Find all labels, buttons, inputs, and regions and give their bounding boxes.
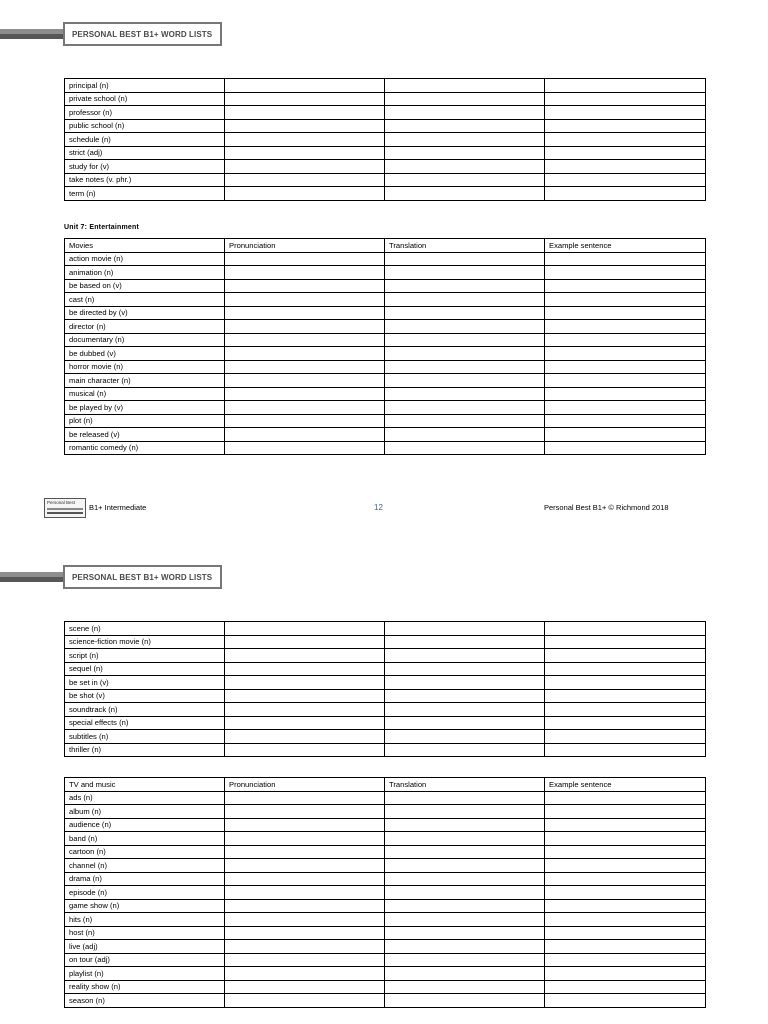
pronunciation-cell [225, 791, 385, 805]
translation-cell [385, 953, 545, 967]
translation-cell [385, 980, 545, 994]
translation-cell [385, 994, 545, 1008]
table-row [65, 689, 706, 703]
pronunciation-cell [225, 994, 385, 1008]
table-row [65, 818, 706, 832]
table-row [65, 293, 706, 307]
translation-cell [385, 967, 545, 981]
word-cell: game show (n) [65, 899, 225, 913]
table-row [65, 635, 706, 649]
example-cell [545, 845, 706, 859]
translation-cell [385, 374, 545, 388]
word-cell: strict (adj) [65, 146, 225, 160]
example-cell [545, 146, 706, 160]
word-cell: thriller (n) [65, 743, 225, 757]
translation-cell [385, 133, 545, 147]
translation-cell [385, 818, 545, 832]
word-cell: public school (n) [65, 119, 225, 133]
translation-cell [385, 160, 545, 174]
word-cell: private school (n) [65, 92, 225, 106]
example-cell [545, 832, 706, 846]
translation-cell [385, 266, 545, 280]
table-row [65, 940, 706, 954]
translation-cell [385, 845, 545, 859]
table-row [65, 953, 706, 967]
example-cell [545, 320, 706, 334]
word-cell: principal (n) [65, 79, 225, 93]
table-row [65, 622, 706, 636]
example-cell [545, 818, 706, 832]
pronunciation-cell [225, 320, 385, 334]
pronunciation-cell [225, 360, 385, 374]
table-row [65, 703, 706, 717]
course-level: B1+ Intermediate [89, 503, 147, 512]
page-header [0, 22, 222, 46]
pronunciation-cell [225, 146, 385, 160]
table-row [65, 743, 706, 757]
table-row [65, 79, 706, 93]
word-cell: live (adj) [65, 940, 225, 954]
pronunciation-cell [225, 106, 385, 120]
translation-cell [385, 649, 545, 663]
example-cell [545, 187, 706, 201]
example-cell [545, 306, 706, 320]
word-cell: playlist (n) [65, 967, 225, 981]
word-cell: season (n) [65, 994, 225, 1008]
example-cell [545, 333, 706, 347]
pronunciation-cell [225, 886, 385, 900]
table-row [65, 173, 706, 187]
example-cell [545, 252, 706, 266]
translation-cell [385, 832, 545, 846]
example-cell [545, 730, 706, 744]
translation-cell [385, 414, 545, 428]
translation-cell [385, 676, 545, 690]
pronunciation-cell [225, 743, 385, 757]
translation-cell [385, 106, 545, 120]
pronunciation-cell [225, 940, 385, 954]
example-cell [545, 106, 706, 120]
example-cell [545, 676, 706, 690]
pronunciation-cell [225, 374, 385, 388]
pronunciation-cell [225, 730, 385, 744]
column-header-example: Example sentence [545, 778, 706, 792]
translation-cell [385, 401, 545, 415]
column-header-pronunciation: Pronunciation [225, 778, 385, 792]
word-cell: be dubbed (v) [65, 347, 225, 361]
pronunciation-cell [225, 662, 385, 676]
table-row [65, 872, 706, 886]
word-cell: documentary (n) [65, 333, 225, 347]
translation-cell [385, 899, 545, 913]
table-row [65, 401, 706, 415]
table-row [65, 387, 706, 401]
pronunciation-cell [225, 401, 385, 415]
example-cell [545, 791, 706, 805]
example-cell [545, 662, 706, 676]
example-cell [545, 980, 706, 994]
column-header-translation: Translation [385, 239, 545, 253]
table-row [65, 333, 706, 347]
table-row [65, 266, 706, 280]
pronunciation-cell [225, 347, 385, 361]
word-table-movies-continued [64, 621, 706, 757]
logo-text: Personal Best [47, 500, 76, 505]
word-cell: album (n) [65, 805, 225, 819]
word-cell: science-fiction movie (n) [65, 635, 225, 649]
pronunciation-cell [225, 967, 385, 981]
pronunciation-cell [225, 703, 385, 717]
example-cell [545, 940, 706, 954]
personal-best-logo [44, 498, 86, 518]
word-cell: animation (n) [65, 266, 225, 280]
word-cell: sequel (n) [65, 662, 225, 676]
word-cell: romantic comedy (n) [65, 441, 225, 455]
translation-cell [385, 92, 545, 106]
word-cell: plot (n) [65, 414, 225, 428]
translation-cell [385, 805, 545, 819]
translation-cell [385, 441, 545, 455]
pronunciation-cell [225, 92, 385, 106]
word-cell: horror movie (n) [65, 360, 225, 374]
translation-cell [385, 791, 545, 805]
translation-cell [385, 730, 545, 744]
table-row [65, 716, 706, 730]
unit-title-text: Unit 7: Entertainment [64, 224, 139, 231]
table-row [65, 92, 706, 106]
unit-title [64, 224, 139, 231]
example-cell [545, 414, 706, 428]
header-bar-dark [0, 577, 64, 582]
pronunciation-cell [225, 279, 385, 293]
table-row [65, 805, 706, 819]
translation-cell [385, 689, 545, 703]
word-cell: take notes (v. phr.) [65, 173, 225, 187]
example-cell [545, 266, 706, 280]
table-row [65, 662, 706, 676]
table-row [65, 730, 706, 744]
word-cell: be shot (v) [65, 689, 225, 703]
example-cell [545, 743, 706, 757]
example-cell [545, 953, 706, 967]
translation-cell [385, 146, 545, 160]
table-row [65, 146, 706, 160]
word-cell: on tour (adj) [65, 953, 225, 967]
pronunciation-cell [225, 953, 385, 967]
translation-cell [385, 347, 545, 361]
translation-cell [385, 360, 545, 374]
translation-cell [385, 187, 545, 201]
example-cell [545, 92, 706, 106]
example-cell [545, 913, 706, 927]
word-cell: drama (n) [65, 872, 225, 886]
word-cell: script (n) [65, 649, 225, 663]
table-row [65, 676, 706, 690]
pronunciation-cell [225, 441, 385, 455]
translation-cell [385, 716, 545, 730]
column-header-word: TV and music [65, 778, 225, 792]
word-cell: be played by (v) [65, 401, 225, 415]
pronunciation-cell [225, 926, 385, 940]
table-header-row [65, 778, 706, 792]
page-footer [44, 498, 684, 518]
pronunciation-cell [225, 252, 385, 266]
word-table-school [64, 78, 706, 201]
example-cell [545, 649, 706, 663]
table-row [65, 913, 706, 927]
word-table-movies [64, 238, 706, 455]
example-cell [545, 360, 706, 374]
logo-stripe-light [47, 508, 83, 510]
example-cell [545, 635, 706, 649]
column-header-translation: Translation [385, 778, 545, 792]
header-bar-dark [0, 34, 64, 39]
word-cell: episode (n) [65, 886, 225, 900]
example-cell [545, 173, 706, 187]
word-cell: ads (n) [65, 791, 225, 805]
word-cell: audience (n) [65, 818, 225, 832]
pronunciation-cell [225, 160, 385, 174]
word-cell: hits (n) [65, 913, 225, 927]
word-cell: cartoon (n) [65, 845, 225, 859]
translation-cell [385, 886, 545, 900]
table-row [65, 926, 706, 940]
word-cell: be directed by (v) [65, 306, 225, 320]
word-cell: action movie (n) [65, 252, 225, 266]
pronunciation-cell [225, 872, 385, 886]
table-row [65, 428, 706, 442]
word-cell: be based on (v) [65, 279, 225, 293]
pronunciation-cell [225, 859, 385, 873]
pronunciation-cell [225, 649, 385, 663]
example-cell [545, 716, 706, 730]
table-row [65, 859, 706, 873]
translation-cell [385, 387, 545, 401]
word-cell: term (n) [65, 187, 225, 201]
page-header [0, 565, 222, 589]
translation-cell [385, 703, 545, 717]
table-row [65, 886, 706, 900]
column-header-word: Movies [65, 239, 225, 253]
pronunciation-cell [225, 428, 385, 442]
header-title: PERSONAL BEST B1+ WORD LISTS [63, 22, 222, 46]
pronunciation-cell [225, 818, 385, 832]
example-cell [545, 994, 706, 1008]
pronunciation-cell [225, 133, 385, 147]
word-cell: band (n) [65, 832, 225, 846]
pronunciation-cell [225, 187, 385, 201]
pronunciation-cell [225, 387, 385, 401]
word-cell: be released (v) [65, 428, 225, 442]
example-cell [545, 428, 706, 442]
translation-cell [385, 279, 545, 293]
example-cell [545, 967, 706, 981]
word-cell: cast (n) [65, 293, 225, 307]
pronunciation-cell [225, 173, 385, 187]
example-cell [545, 401, 706, 415]
example-cell [545, 119, 706, 133]
table-row [65, 119, 706, 133]
example-cell [545, 387, 706, 401]
table-row [65, 374, 706, 388]
example-cell [545, 703, 706, 717]
table-row [65, 320, 706, 334]
copyright: Personal Best B1+ © Richmond 2018 [544, 503, 669, 512]
table-row [65, 845, 706, 859]
column-header-example: Example sentence [545, 239, 706, 253]
word-cell: be set in (v) [65, 676, 225, 690]
pronunciation-cell [225, 266, 385, 280]
table-row [65, 967, 706, 981]
pronunciation-cell [225, 306, 385, 320]
translation-cell [385, 635, 545, 649]
translation-cell [385, 872, 545, 886]
word-cell: schedule (n) [65, 133, 225, 147]
translation-cell [385, 859, 545, 873]
example-cell [545, 293, 706, 307]
pronunciation-cell [225, 676, 385, 690]
translation-cell [385, 913, 545, 927]
table-row [65, 187, 706, 201]
table-row [65, 649, 706, 663]
example-cell [545, 374, 706, 388]
table-row [65, 360, 706, 374]
pronunciation-cell [225, 845, 385, 859]
table-row [65, 414, 706, 428]
table-row [65, 791, 706, 805]
pronunciation-cell [225, 980, 385, 994]
pronunciation-cell [225, 689, 385, 703]
translation-cell [385, 173, 545, 187]
translation-cell [385, 662, 545, 676]
translation-cell [385, 743, 545, 757]
example-cell [545, 622, 706, 636]
word-cell: reality show (n) [65, 980, 225, 994]
example-cell [545, 279, 706, 293]
pronunciation-cell [225, 635, 385, 649]
translation-cell [385, 622, 545, 636]
table-row [65, 106, 706, 120]
example-cell [545, 133, 706, 147]
word-cell: special effects (n) [65, 716, 225, 730]
table-header-row [65, 239, 706, 253]
word-cell: professor (n) [65, 106, 225, 120]
example-cell [545, 160, 706, 174]
pronunciation-cell [225, 899, 385, 913]
header-title: PERSONAL BEST B1+ WORD LISTS [63, 565, 222, 589]
table-row [65, 279, 706, 293]
example-cell [545, 347, 706, 361]
translation-cell [385, 306, 545, 320]
example-cell [545, 689, 706, 703]
example-cell [545, 859, 706, 873]
logo-stripe-dark [47, 512, 83, 514]
translation-cell [385, 252, 545, 266]
example-cell [545, 926, 706, 940]
example-cell [545, 79, 706, 93]
pronunciation-cell [225, 832, 385, 846]
table-row [65, 994, 706, 1008]
table-row [65, 252, 706, 266]
table-row [65, 160, 706, 174]
translation-cell [385, 926, 545, 940]
word-cell: channel (n) [65, 859, 225, 873]
translation-cell [385, 428, 545, 442]
word-cell: main character (n) [65, 374, 225, 388]
table-row [65, 899, 706, 913]
word-cell: musical (n) [65, 387, 225, 401]
example-cell [545, 805, 706, 819]
pronunciation-cell [225, 414, 385, 428]
table-row [65, 133, 706, 147]
pronunciation-cell [225, 716, 385, 730]
table-row [65, 441, 706, 455]
example-cell [545, 886, 706, 900]
example-cell [545, 872, 706, 886]
pronunciation-cell [225, 119, 385, 133]
table-row [65, 306, 706, 320]
word-cell: director (n) [65, 320, 225, 334]
translation-cell [385, 320, 545, 334]
word-cell: scene (n) [65, 622, 225, 636]
example-cell [545, 899, 706, 913]
pronunciation-cell [225, 293, 385, 307]
page-number: 12 [374, 503, 383, 512]
translation-cell [385, 333, 545, 347]
word-cell: host (n) [65, 926, 225, 940]
translation-cell [385, 79, 545, 93]
translation-cell [385, 293, 545, 307]
word-cell: subtitles (n) [65, 730, 225, 744]
word-table-tv-music [64, 777, 706, 1008]
example-cell [545, 441, 706, 455]
pronunciation-cell [225, 805, 385, 819]
pronunciation-cell [225, 333, 385, 347]
pronunciation-cell [225, 913, 385, 927]
translation-cell [385, 119, 545, 133]
table-row [65, 347, 706, 361]
column-header-pronunciation: Pronunciation [225, 239, 385, 253]
translation-cell [385, 940, 545, 954]
word-cell: soundtrack (n) [65, 703, 225, 717]
pronunciation-cell [225, 79, 385, 93]
table-row [65, 832, 706, 846]
pronunciation-cell [225, 622, 385, 636]
table-row [65, 980, 706, 994]
word-cell: study for (v) [65, 160, 225, 174]
